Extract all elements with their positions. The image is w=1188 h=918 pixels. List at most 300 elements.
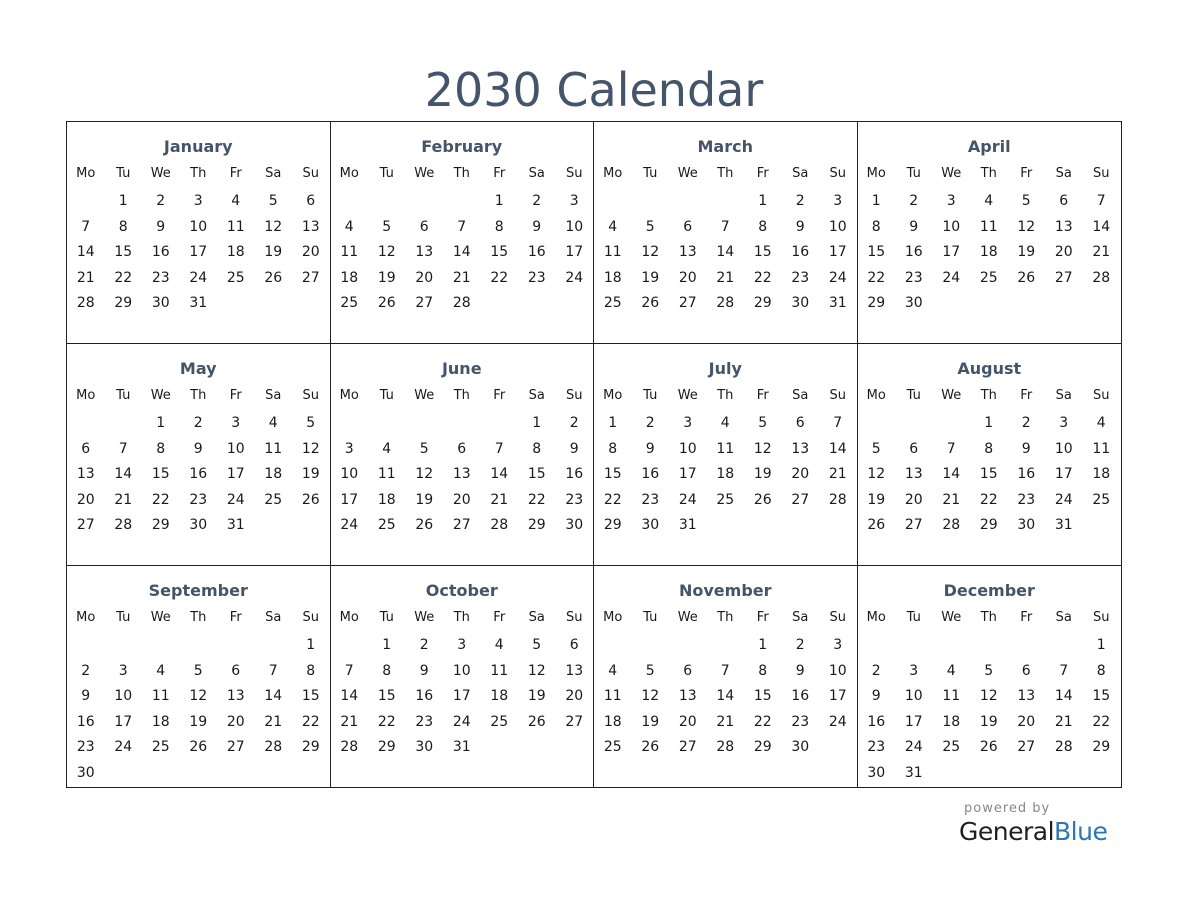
day-cell: 22 (1092, 713, 1111, 730)
day-cell: 6 (81, 440, 91, 457)
weekday-header: Sa (528, 166, 545, 181)
weekday-header: Fr (1020, 166, 1033, 181)
day-cell: 25 (490, 713, 509, 730)
day-cell: 12 (641, 244, 660, 261)
weekday-header: We (414, 166, 435, 181)
day-cell: 30 (565, 517, 584, 534)
day-cell: 23 (791, 269, 810, 286)
day-cell: 24 (828, 269, 847, 286)
day-cell: 2 (569, 415, 579, 431)
day-cell: 24 (114, 739, 133, 756)
day-cell: 5 (532, 637, 542, 653)
day-cell: 4 (984, 193, 994, 209)
month-name: December (943, 581, 1035, 600)
weekday-header: Fr (756, 388, 769, 403)
page-title: 2030 Calendar (424, 63, 764, 117)
day-cell: 1 (758, 193, 768, 209)
day-cell: 16 (565, 466, 584, 483)
day-cell: 7 (833, 415, 843, 431)
day-cell: 10 (678, 440, 697, 457)
day-cell: 15 (979, 466, 998, 483)
day-cell: 20 (678, 269, 697, 286)
weekday-header: Tu (379, 388, 394, 403)
day-cell: 10 (828, 662, 847, 679)
day-cell: 22 (867, 269, 886, 286)
day-cell: 9 (193, 440, 203, 457)
day-cell: 2 (81, 662, 91, 679)
weekday-header: Tu (643, 166, 658, 181)
day-cell: 11 (716, 440, 735, 457)
day-cell: 26 (415, 517, 434, 534)
day-cell: 19 (264, 244, 283, 261)
day-cell: 28 (264, 739, 283, 756)
month-name: June (441, 359, 482, 378)
weekday-header: Tu (906, 166, 921, 181)
day-cell: 12 (301, 440, 320, 457)
day-cell: 4 (1096, 415, 1106, 431)
day-cell: 4 (382, 440, 392, 457)
weekday-header: Fr (493, 610, 506, 625)
day-cell: 13 (904, 466, 923, 483)
day-cell: 19 (641, 713, 660, 730)
day-cell: 22 (301, 713, 320, 730)
weekday-header: Sa (1055, 388, 1072, 403)
day-cell: 8 (1096, 662, 1106, 679)
month-name: February (421, 137, 503, 156)
day-cell: 21 (76, 269, 95, 286)
day-cell: 11 (264, 440, 283, 457)
day-cell: 15 (490, 244, 509, 261)
day-cell: 15 (377, 688, 396, 705)
day-cell: 20 (678, 713, 697, 730)
day-cell: 3 (231, 415, 241, 431)
day-cell: 2 (909, 193, 919, 209)
day-cell: 31 (189, 295, 208, 312)
weekday-header: Su (829, 610, 846, 625)
day-cell: 17 (942, 244, 961, 261)
day-cell: 18 (603, 269, 622, 286)
day-cell: 4 (608, 662, 618, 679)
day-cell: 7 (1096, 193, 1106, 209)
weekday-header: Mo (866, 166, 886, 181)
logo-blue-text: Blue (1054, 817, 1108, 846)
day-cell: 9 (795, 662, 805, 679)
weekday-header: Fr (493, 166, 506, 181)
day-cell: 13 (226, 688, 245, 705)
weekday-header: Su (302, 166, 319, 181)
day-cell: 12 (753, 440, 772, 457)
day-cell: 6 (231, 662, 241, 679)
day-cell: 14 (828, 440, 847, 457)
day-cell: 28 (1054, 739, 1073, 756)
day-cell: 18 (603, 713, 622, 730)
day-cell: 4 (268, 415, 278, 431)
day-cell: 29 (603, 517, 622, 534)
day-cell: 10 (1054, 440, 1073, 457)
day-cell: 26 (377, 295, 396, 312)
day-cell: 8 (984, 440, 994, 457)
weekday-header: Th (717, 166, 734, 181)
day-cell: 7 (946, 440, 956, 457)
day-cell: 2 (1021, 415, 1031, 431)
month-name: November (678, 581, 772, 600)
day-cell: 27 (1054, 269, 1073, 286)
day-cell: 18 (340, 269, 359, 286)
weekday-header: We (941, 610, 962, 625)
day-cell: 5 (1021, 193, 1031, 209)
day-cell: 25 (264, 491, 283, 508)
weekday-header: Th (717, 610, 734, 625)
day-cell: 20 (452, 491, 471, 508)
month-name: April (967, 137, 1011, 156)
day-cell: 5 (645, 218, 655, 235)
day-cell: 28 (716, 739, 735, 756)
weekday-header: Tu (116, 166, 131, 181)
day-cell: 24 (678, 491, 697, 508)
day-cell: 23 (151, 269, 170, 286)
day-cell: 30 (641, 517, 660, 534)
day-cell: 21 (114, 491, 133, 508)
day-cell: 19 (189, 713, 208, 730)
weekday-header: Th (190, 166, 207, 181)
day-cell: 5 (268, 193, 278, 209)
day-cell: 28 (452, 295, 471, 312)
day-cell: 1 (984, 415, 994, 431)
weekday-header: Fr (1020, 610, 1033, 625)
day-cell: 17 (565, 244, 584, 261)
weekday-header: Tu (379, 166, 394, 181)
day-cell: 30 (151, 295, 170, 312)
day-cell: 6 (306, 193, 316, 209)
day-cell: 26 (189, 739, 208, 756)
day-cell: 20 (76, 491, 95, 508)
day-cell: 3 (569, 193, 579, 209)
day-cell: 26 (867, 517, 886, 534)
day-cell: 18 (979, 244, 998, 261)
day-cell: 18 (377, 491, 396, 508)
day-cell: 9 (156, 218, 166, 235)
day-cell: 21 (716, 713, 735, 730)
day-cell: 28 (76, 295, 95, 312)
day-cell: 19 (301, 466, 320, 483)
day-cell: 1 (608, 415, 618, 431)
weekday-header: Sa (792, 388, 809, 403)
day-cell: 21 (340, 713, 359, 730)
day-cell: 24 (942, 269, 961, 286)
day-cell: 19 (867, 491, 886, 508)
day-cell: 4 (494, 637, 504, 653)
month-august (858, 344, 1122, 566)
day-cell: 6 (683, 662, 693, 679)
day-cell: 28 (1092, 269, 1111, 286)
day-cell: 25 (716, 491, 735, 508)
day-cell: 16 (151, 244, 170, 261)
month-september (67, 566, 331, 788)
day-cell: 5 (306, 415, 316, 431)
day-cell: 3 (118, 662, 128, 679)
weekday-header: Th (453, 610, 470, 625)
day-cell: 25 (603, 739, 622, 756)
day-cell: 6 (419, 218, 429, 235)
day-cell: 7 (268, 662, 278, 679)
generalblue-logo[interactable] (959, 817, 1107, 846)
day-cell: 22 (527, 491, 546, 508)
weekday-header: Th (190, 610, 207, 625)
day-cell: 2 (156, 193, 166, 209)
day-cell: 9 (532, 218, 542, 235)
day-cell: 16 (1017, 466, 1036, 483)
day-cell: 13 (1054, 218, 1073, 235)
day-cell: 21 (1092, 244, 1111, 261)
month-october (331, 566, 595, 788)
weekday-header: Sa (792, 166, 809, 181)
month-july (594, 344, 858, 566)
weekday-header: We (414, 610, 435, 625)
day-cell: 18 (264, 466, 283, 483)
day-cell: 7 (494, 440, 504, 457)
day-cell: 18 (151, 713, 170, 730)
day-cell: 3 (833, 193, 843, 209)
day-cell: 12 (1017, 218, 1036, 235)
day-cell: 8 (382, 662, 392, 679)
day-cell: 4 (720, 415, 730, 431)
day-cell: 6 (683, 218, 693, 235)
day-cell: 4 (156, 662, 166, 679)
day-cell: 27 (226, 739, 245, 756)
day-cell: 1 (382, 637, 392, 653)
day-cell: 18 (942, 713, 961, 730)
day-cell: 14 (264, 688, 283, 705)
day-cell: 23 (76, 739, 95, 756)
day-cell: 23 (189, 491, 208, 508)
day-cell: 27 (1017, 739, 1036, 756)
month-june (331, 344, 595, 566)
day-cell: 27 (565, 713, 584, 730)
day-cell: 27 (904, 517, 923, 534)
day-cell: 9 (909, 218, 919, 235)
weekday-header: We (150, 610, 171, 625)
day-cell: 1 (871, 193, 881, 209)
day-cell: 29 (527, 517, 546, 534)
month-january (67, 122, 331, 344)
day-cell: 17 (226, 466, 245, 483)
day-cell: 10 (828, 218, 847, 235)
day-cell: 14 (716, 688, 735, 705)
day-cell: 31 (226, 517, 245, 534)
weekday-header: Sa (528, 610, 545, 625)
day-cell: 13 (678, 688, 697, 705)
day-cell: 25 (151, 739, 170, 756)
day-cell: 15 (867, 244, 886, 261)
day-cell: 6 (1059, 193, 1069, 209)
day-cell: 11 (377, 466, 396, 483)
day-cell: 19 (377, 269, 396, 286)
day-cell: 20 (565, 688, 584, 705)
day-cell: 3 (193, 193, 203, 209)
weekday-header: We (677, 166, 698, 181)
day-cell: 23 (641, 491, 660, 508)
weekday-header: We (677, 388, 698, 403)
day-cell: 29 (1092, 739, 1111, 756)
day-cell: 20 (301, 244, 320, 261)
day-cell: 6 (909, 440, 919, 457)
day-cell: 2 (532, 193, 542, 209)
weekday-header: Tu (116, 610, 131, 625)
day-cell: 29 (867, 295, 886, 312)
day-cell: 2 (645, 415, 655, 431)
day-cell: 4 (946, 662, 956, 679)
day-cell: 12 (189, 688, 208, 705)
day-cell: 14 (340, 688, 359, 705)
day-cell: 24 (452, 713, 471, 730)
day-cell: 12 (415, 466, 434, 483)
day-cell: 6 (1021, 662, 1031, 679)
day-cell: 26 (301, 491, 320, 508)
day-cell: 13 (452, 466, 471, 483)
day-cell: 2 (795, 193, 805, 209)
day-cell: 11 (490, 662, 509, 679)
logo-general-text: General (959, 817, 1055, 846)
month-november (594, 566, 858, 788)
day-cell: 17 (828, 688, 847, 705)
day-cell: 28 (716, 295, 735, 312)
day-cell: 28 (114, 517, 133, 534)
day-cell: 27 (76, 517, 95, 534)
day-cell: 13 (1017, 688, 1036, 705)
day-cell: 22 (151, 491, 170, 508)
weekday-header: Fr (229, 166, 242, 181)
day-cell: 12 (527, 662, 546, 679)
day-cell: 28 (828, 491, 847, 508)
day-cell: 20 (904, 491, 923, 508)
day-cell: 9 (871, 688, 881, 705)
weekday-header: Su (1093, 166, 1110, 181)
day-cell: 28 (942, 517, 961, 534)
weekday-header: Mo (603, 166, 623, 181)
month-name: August (957, 359, 1022, 378)
month-march (594, 122, 858, 344)
day-cell: 22 (114, 269, 133, 286)
month-name: May (179, 359, 217, 378)
day-cell: 27 (452, 517, 471, 534)
weekday-header: Su (829, 388, 846, 403)
day-cell: 30 (791, 295, 810, 312)
day-cell: 25 (603, 295, 622, 312)
weekday-header: Th (453, 166, 470, 181)
day-cell: 21 (716, 269, 735, 286)
weekday-header: Tu (643, 610, 658, 625)
day-cell: 30 (904, 295, 923, 312)
day-cell: 24 (226, 491, 245, 508)
day-cell: 20 (1017, 713, 1036, 730)
day-cell: 26 (264, 269, 283, 286)
day-cell: 25 (340, 295, 359, 312)
day-cell: 29 (377, 739, 396, 756)
day-cell: 12 (264, 218, 283, 235)
day-cell: 27 (301, 269, 320, 286)
day-cell: 10 (452, 662, 471, 679)
day-cell: 20 (791, 466, 810, 483)
day-cell: 13 (678, 244, 697, 261)
day-cell: 10 (226, 440, 245, 457)
day-cell: 10 (340, 466, 359, 483)
day-cell: 3 (833, 637, 843, 653)
day-cell: 26 (1017, 269, 1036, 286)
calendar-grid (66, 121, 1122, 788)
weekday-header: Sa (265, 388, 282, 403)
weekday-header: Su (566, 388, 583, 403)
day-cell: 31 (828, 295, 847, 312)
day-cell: 8 (306, 662, 316, 679)
day-cell: 22 (753, 269, 772, 286)
day-cell: 16 (791, 244, 810, 261)
weekday-header: Su (302, 610, 319, 625)
day-cell: 9 (419, 662, 429, 679)
weekday-header: Mo (866, 388, 886, 403)
day-cell: 29 (114, 295, 133, 312)
weekday-header: Fr (229, 388, 242, 403)
day-cell: 25 (377, 517, 396, 534)
day-cell: 31 (452, 739, 471, 756)
day-cell: 16 (189, 466, 208, 483)
weekday-header: Th (190, 388, 207, 403)
month-name: January (163, 137, 233, 156)
day-cell: 1 (306, 637, 316, 653)
weekday-header: Sa (792, 610, 809, 625)
weekday-header: Mo (76, 388, 96, 403)
day-cell: 8 (532, 440, 542, 457)
day-cell: 22 (377, 713, 396, 730)
day-cell: 21 (828, 466, 847, 483)
weekday-header: Sa (528, 388, 545, 403)
day-cell: 19 (527, 688, 546, 705)
day-cell: 5 (193, 662, 203, 679)
day-cell: 7 (457, 218, 467, 235)
day-cell: 2 (795, 637, 805, 653)
day-cell: 30 (867, 765, 886, 781)
day-cell: 15 (151, 466, 170, 483)
day-cell: 29 (979, 517, 998, 534)
day-cell: 15 (1092, 688, 1111, 705)
day-cell: 23 (415, 713, 434, 730)
day-cell: 1 (758, 637, 768, 653)
weekday-header: Su (829, 166, 846, 181)
day-cell: 22 (490, 269, 509, 286)
day-cell: 3 (946, 193, 956, 209)
day-cell: 1 (156, 415, 166, 431)
day-cell: 8 (758, 218, 768, 235)
day-cell: 19 (415, 491, 434, 508)
day-cell: 13 (301, 218, 320, 235)
day-cell: 14 (76, 244, 95, 261)
day-cell: 26 (641, 739, 660, 756)
day-cell: 30 (415, 739, 434, 756)
day-cell: 23 (867, 739, 886, 756)
day-cell: 7 (720, 218, 730, 235)
day-cell: 17 (904, 713, 923, 730)
day-cell: 5 (645, 662, 655, 679)
day-cell: 18 (226, 244, 245, 261)
day-cell: 6 (457, 440, 467, 457)
month-december (858, 566, 1122, 788)
day-cell: 25 (1092, 491, 1111, 508)
day-cell: 11 (603, 244, 622, 261)
day-cell: 12 (979, 688, 998, 705)
day-cell: 12 (377, 244, 396, 261)
weekday-header: Tu (116, 388, 131, 403)
month-april (858, 122, 1122, 344)
day-cell: 11 (603, 688, 622, 705)
